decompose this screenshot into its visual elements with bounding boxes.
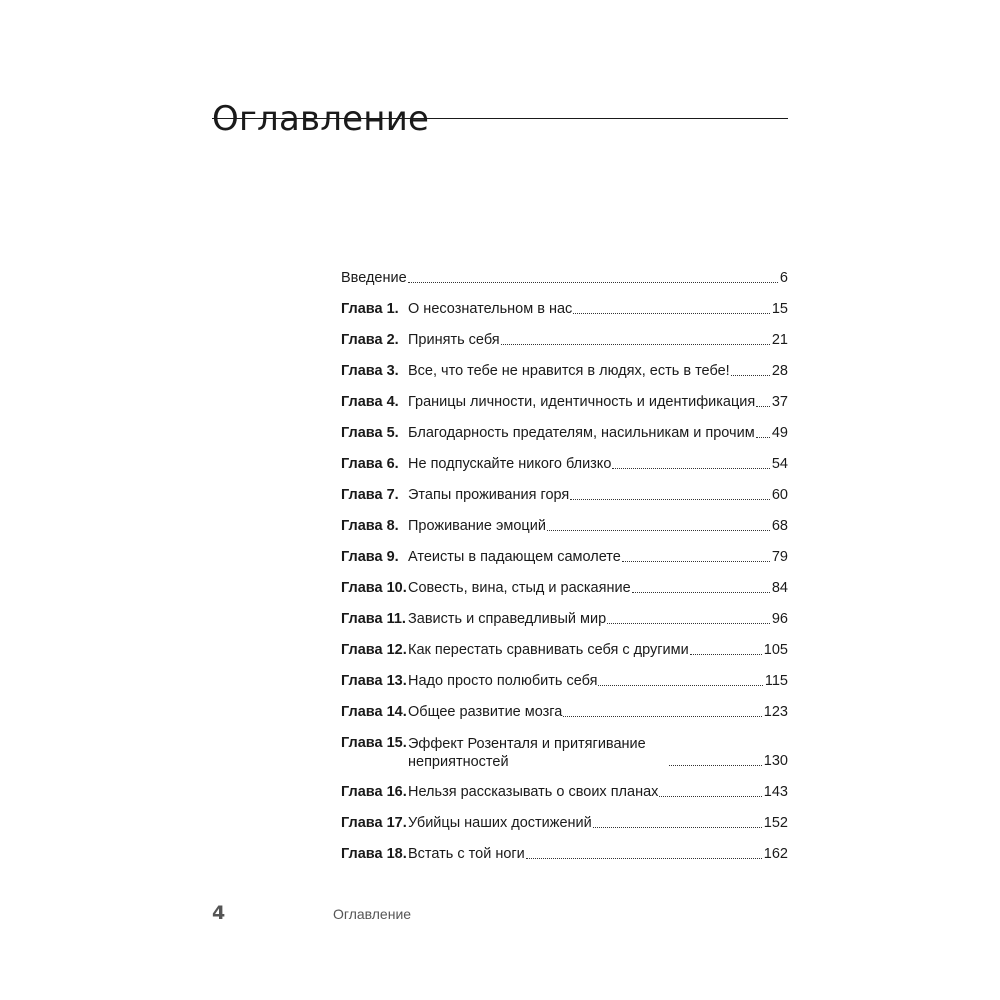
toc-entry-title: Принять себя [408, 332, 500, 348]
chapter-label: Глава 1. [341, 301, 399, 317]
dot-leader [547, 530, 770, 531]
chapter-label: Глава 6. [341, 456, 399, 472]
toc-page-number: 115 [764, 673, 788, 689]
toc-entry-title: Этапы проживания горя [408, 487, 570, 503]
dot-leader [756, 406, 770, 407]
toc-entry-body [408, 325, 788, 356]
toc-entry-chapter-13[interactable] [341, 666, 788, 697]
title-underline [212, 118, 788, 119]
toc-page-number: 143 [763, 784, 788, 800]
dot-leader [607, 623, 770, 624]
toc-entry-body [408, 697, 788, 728]
toc-entry-chapter-16[interactable] [341, 777, 788, 808]
toc-entry-body [408, 387, 788, 418]
toc-entry-body [408, 777, 788, 808]
toc-entry-body [341, 263, 788, 294]
toc-page-number: 49 [771, 425, 788, 441]
toc-entry-title: Благодарность предателям, насильникам и прочим [408, 425, 755, 441]
toc-entry-chapter-6[interactable] [341, 449, 788, 480]
toc-entry-chapter-15[interactable] [341, 728, 788, 777]
dot-leader [598, 685, 762, 686]
toc-entry-body [408, 573, 788, 604]
running-footer: Оглавление [333, 906, 412, 922]
chapter-label: Глава 17. [341, 815, 407, 831]
toc-entry-chapter-8[interactable] [341, 511, 788, 542]
toc-entry-chapter-7[interactable] [341, 480, 788, 511]
dot-leader [408, 282, 778, 283]
toc-page-number: 28 [771, 363, 788, 379]
dot-leader [563, 716, 761, 717]
dot-leader [612, 468, 769, 469]
chapter-label: Глава 8. [341, 518, 399, 534]
toc-entry-body [408, 511, 788, 542]
toc-entry-body [408, 635, 788, 666]
toc-entry-body [408, 604, 788, 635]
toc-entry-introduction[interactable] [341, 263, 788, 294]
chapter-label: Глава 5. [341, 425, 399, 441]
toc-entry-title: Проживание эмоций [408, 518, 546, 534]
table-of-contents [341, 263, 788, 870]
toc-page-number: 15 [771, 301, 788, 317]
chapter-label: Глава 4. [341, 394, 399, 410]
toc-entry-title: Надо просто полюбить себя [408, 673, 598, 689]
toc-entry-title: О несознательном в нас [408, 301, 573, 317]
toc-entry-title: Встать с той ноги [408, 846, 525, 862]
toc-entry-title: Введение [341, 270, 407, 286]
page-number: 4 [212, 902, 226, 924]
toc-page-number: 79 [771, 549, 788, 565]
chapter-label: Глава 2. [341, 332, 399, 348]
toc-entry-title: Границы личности, идентичность и идентификация [408, 394, 756, 410]
toc-page-number: 68 [771, 518, 788, 534]
toc-entry-chapter-1[interactable] [341, 294, 788, 325]
toc-page-number: 37 [771, 394, 788, 410]
toc-entry-body [408, 666, 788, 697]
chapter-label: Глава 13. [341, 673, 407, 689]
toc-entry-chapter-11[interactable] [341, 604, 788, 635]
toc-page-number: 60 [771, 487, 788, 503]
toc-entry-body [408, 542, 788, 573]
chapter-label: Глава 9. [341, 549, 399, 565]
dot-leader [573, 313, 770, 314]
toc-entry-body [408, 735, 788, 777]
toc-page-number: 6 [779, 270, 788, 286]
dot-leader [622, 561, 770, 562]
page-title: Оглавление [212, 98, 430, 139]
toc-entry-title: Все, что тебе не нравится в людях, есть в тебе! [408, 363, 730, 379]
toc-entry-chapter-2[interactable] [341, 325, 788, 356]
chapter-label: Глава 3. [341, 363, 399, 379]
toc-entry-chapter-3[interactable] [341, 356, 788, 387]
toc-page-number: 162 [763, 846, 788, 862]
toc-entry-title: Общее развитие мозга [408, 704, 563, 720]
toc-entry-title: Как перестать сравнивать себя с другими [408, 642, 689, 658]
toc-entry-chapter-14[interactable] [341, 697, 788, 728]
chapter-label: Глава 16. [341, 784, 407, 800]
toc-page-number: 96 [771, 611, 788, 627]
toc-entry-title: Совесть, вина, стыд и раскаяние [408, 580, 631, 596]
chapter-label: Глава 18. [341, 846, 407, 862]
toc-page-number: 21 [771, 332, 788, 348]
toc-entry-title: Зависть и справедливый мир [408, 611, 607, 627]
toc-entry-chapter-5[interactable] [341, 418, 788, 449]
toc-entry-body [408, 356, 788, 387]
dot-leader [669, 765, 762, 766]
dot-leader [593, 827, 762, 828]
dot-leader [632, 592, 770, 593]
toc-entry-title: Убийцы наших достижений [408, 815, 592, 831]
toc-entry-chapter-9[interactable] [341, 542, 788, 573]
dot-leader [526, 858, 762, 859]
dot-leader [501, 344, 770, 345]
dot-leader [690, 654, 762, 655]
toc-entry-chapter-10[interactable] [341, 573, 788, 604]
toc-page-number: 54 [771, 456, 788, 472]
toc-page-number: 105 [763, 642, 788, 658]
chapter-label: Глава 11. [341, 611, 406, 627]
toc-entry-chapter-17[interactable] [341, 808, 788, 839]
toc-entry-chapter-18[interactable] [341, 839, 788, 870]
chapter-label: Глава 7. [341, 487, 399, 503]
toc-entry-title: Эффект Розенталя и притягивание неприятностей [408, 736, 646, 770]
toc-page-number: 130 [763, 753, 788, 769]
toc-entry-body [408, 480, 788, 511]
chapter-label: Глава 12. [341, 642, 407, 658]
dot-leader [659, 796, 761, 797]
toc-entry-title: Не подпускайте никого близко [408, 456, 612, 472]
toc-entry-body [408, 294, 788, 325]
toc-entry-body [408, 808, 788, 839]
chapter-label: Глава 15. [341, 735, 407, 751]
toc-entry-body [408, 839, 788, 870]
dot-leader [756, 437, 770, 438]
toc-entry-body [408, 418, 788, 449]
toc-entry-title: Нельзя рассказывать о своих планах [408, 784, 659, 800]
chapter-label: Глава 10. [341, 580, 407, 596]
dot-leader [570, 499, 770, 500]
dot-leader [731, 375, 770, 376]
toc-entry-chapter-12[interactable] [341, 635, 788, 666]
toc-entry-title: Атеисты в падающем самолете [408, 549, 621, 565]
chapter-label: Глава 14. [341, 704, 407, 720]
toc-page-number: 84 [771, 580, 788, 596]
toc-entry-chapter-4[interactable] [341, 387, 788, 418]
toc-page-number: 123 [763, 704, 788, 720]
toc-entry-body [408, 449, 788, 480]
toc-page-number: 152 [763, 815, 788, 831]
